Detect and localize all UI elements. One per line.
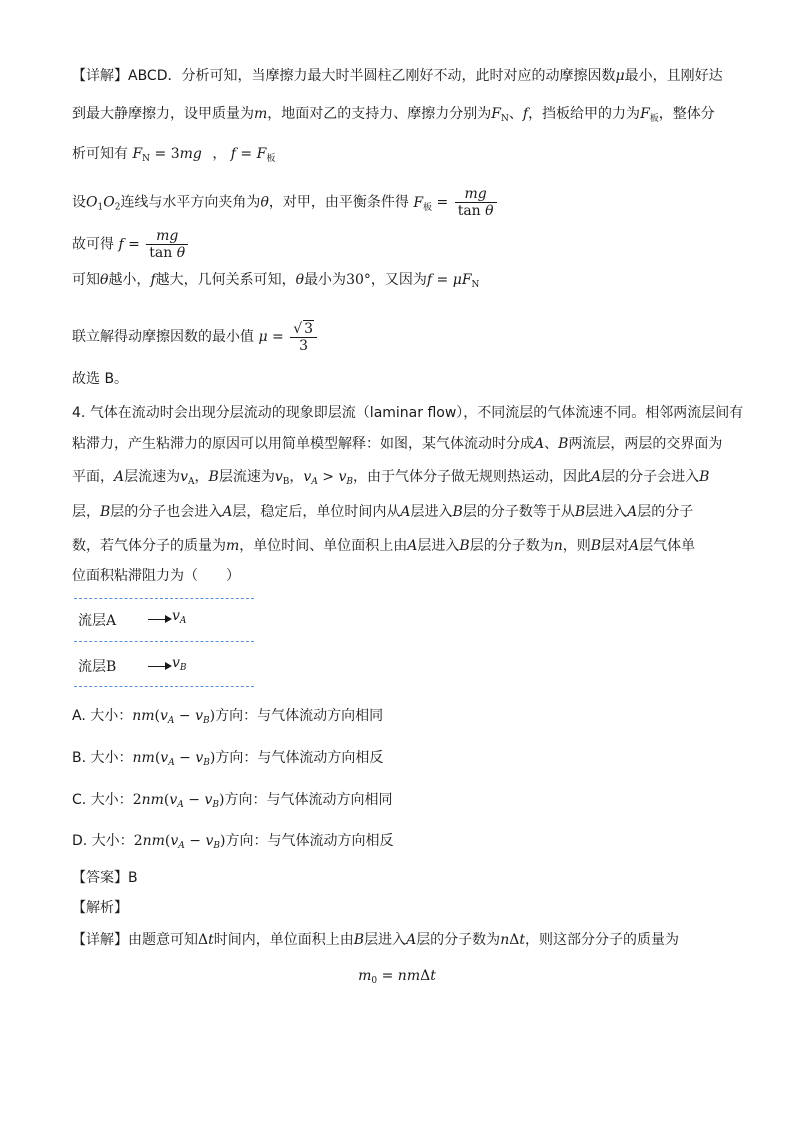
- boundary-bottom: [74, 686, 254, 687]
- question-line-3: 平面，A层流速为$v_A$，B层流速为$v_B$，$v_A > v_B$，由于气体分子做无规则热运动，因此A层的分子会进入B: [72, 469, 710, 487]
- question-number: 4.: [72, 405, 86, 421]
- vb-symbol: $v_B$: [172, 655, 187, 673]
- option-d: D. 大小：$2nm(v_A - v_B)$方向：与气体流动方向相反: [72, 833, 394, 851]
- layer-b-label: 流层B: [78, 659, 117, 675]
- question-line-6: 位面积粘滞阻力为（ ）: [72, 568, 240, 584]
- option-b: B. 大小：$nm(v_A - v_B)$方向：与气体流动方向相反: [72, 750, 384, 768]
- question-line-5: 数，若气体分子的质量为m，单位时间、单位面积上由A层进入B层的分子数为n，则B层对A层气体单: [72, 538, 696, 554]
- analysis-line-8: 故选 B。: [72, 371, 129, 387]
- analysis-tag: 【解析】: [72, 900, 128, 916]
- va-symbol: $v_A$: [172, 608, 187, 626]
- boundary-middle: [74, 641, 254, 642]
- option-a: A. 大小：$nm(v_A - v_B)$方向：与气体流动方向相同: [72, 708, 384, 726]
- layer-a-label: 流层A: [78, 613, 117, 629]
- mu-symbol: μ: [615, 68, 625, 84]
- detail-tag-2: 【详解】: [72, 932, 128, 948]
- analysis-line-6: 可知θ越小，f越大，几何关系可知，θ最小为30°，又因为$f = \mu F_N$: [72, 272, 480, 290]
- answer-value: B: [128, 870, 138, 886]
- arrow-b: [148, 666, 170, 667]
- answer-tag: 【答案】: [72, 870, 128, 886]
- analysis-tag-line: [72, 898, 128, 918]
- analysis-line-5: 故可得 f = $\frac{mg}{\text{tan θ}}$: [72, 228, 190, 261]
- question-line-1: 4. 气体在流动时会出现分层流动的现象即层流（laminar flow），不同流层的气体流速不同。相邻两流层间有: [72, 405, 744, 421]
- mass-equation: $m_0 = nm\Delta t$: [358, 968, 436, 986]
- analysis-line-1: 【详解】ABCD．分析可知，当摩擦力最大时半圆柱乙刚好不动，此时对应的动摩擦因数μ最小，且刚好达: [72, 68, 723, 84]
- analysis-line-7: 联立解得动摩擦因数的最小值 μ = $\frac{√ 3}{3}$: [72, 320, 319, 354]
- detail-tag: 【详解】: [72, 68, 128, 84]
- analysis-line-2: 到最大静摩擦力，设甲质量为m，地面对乙的支持力、摩擦力分别为$F_N$、f，挡板给甲的力为$F_板$，整体分: [72, 106, 715, 124]
- boundary-top: [74, 598, 254, 599]
- option-c: C. 大小：$2nm(v_A - v_B)$方向：与气体流动方向相同: [72, 792, 393, 810]
- analysis-line-3: 析可知有 $F_N = 3mg$ ， $f = F_板$: [72, 146, 276, 164]
- answer-line: [72, 868, 138, 888]
- detail-line-1: 【详解】由题意可知Δt时间内，单位面积上由B层进入A层的分子数为nΔt，则这部分分子的质量为: [72, 932, 679, 948]
- question-line-2: 粘滞力，产生粘滞力的原因可以用简单模型解释：如图，某气体流动时分成A、B两流层，两层的交界面为: [72, 436, 723, 452]
- question-line-4: 层，B层的分子也会进入A层，稳定后，单位时间内从A层进入B层的分子数等于从B层进入A层的分子: [72, 504, 694, 520]
- arrow-a: [148, 619, 170, 620]
- analysis-line-4: 设$O_1O_2$连线与水平方向夹角为θ，对甲，由平衡条件得 $F_板$ = $\frac{mg}{\text{tan θ}}$: [72, 186, 499, 219]
